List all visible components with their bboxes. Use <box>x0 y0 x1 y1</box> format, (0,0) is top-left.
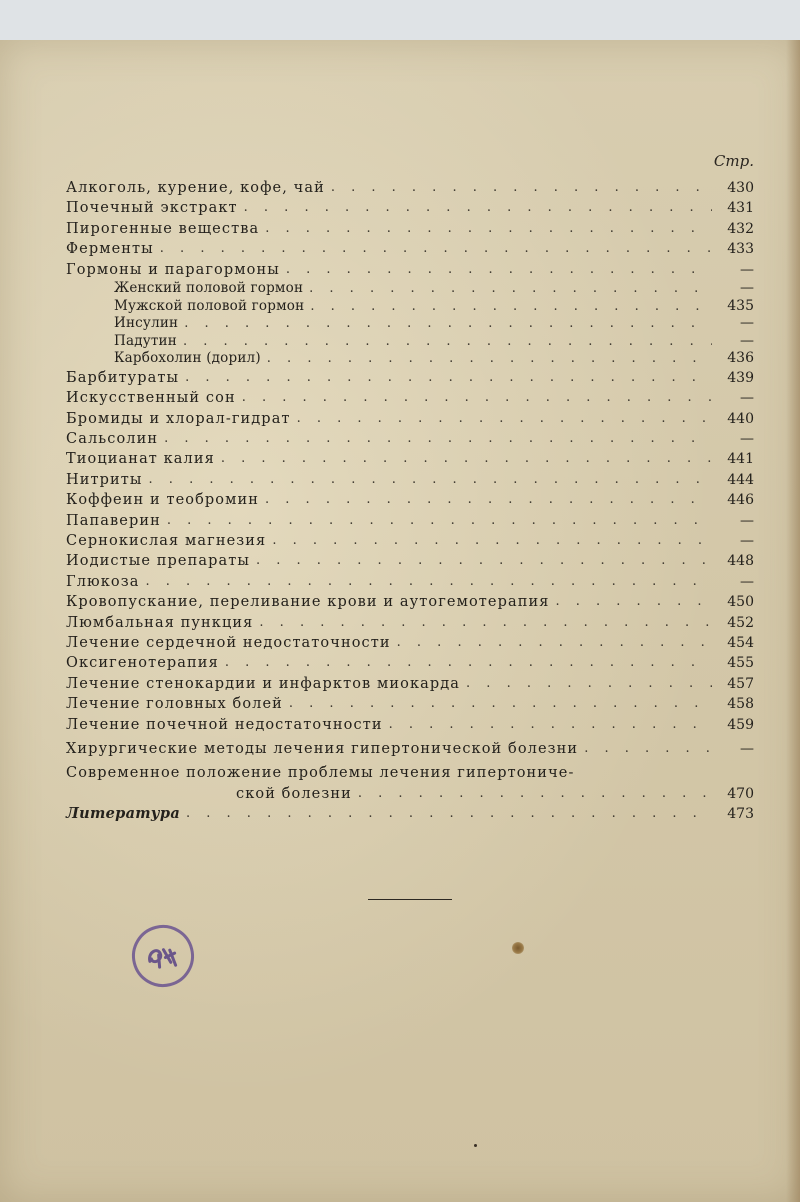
dot-leader <box>164 429 712 449</box>
toc-title: Алкоголь, курение, кофе, чай <box>66 179 325 196</box>
toc-page-number: 458 <box>727 696 754 713</box>
toc-page-number: 473 <box>727 806 754 823</box>
toc-entry <box>66 260 754 280</box>
toc-entry <box>66 715 754 735</box>
toc-subentry <box>66 350 754 368</box>
dot-leader <box>358 784 712 804</box>
toc-title: Почечный экстракт <box>66 200 238 217</box>
dot-leader <box>244 198 712 218</box>
toc-title: Иодистые препараты <box>66 553 250 570</box>
toc-title: Кровопускание, переливание крови и аутогемотерапия <box>66 594 550 611</box>
toc-entry <box>66 653 754 673</box>
toc-entry <box>66 572 754 592</box>
toc-entry <box>66 739 754 759</box>
dot-leader <box>466 674 712 694</box>
toc-title: Глюкоза <box>66 573 140 590</box>
toc-subentry <box>66 333 754 351</box>
toc-page-number: — <box>740 332 754 349</box>
toc-title: Барбитураты <box>66 369 180 386</box>
toc-title: Лечение стенокардии и инфарктов миокарда <box>66 675 461 692</box>
dot-leader <box>221 449 712 469</box>
toc-page-number: 470 <box>727 785 754 802</box>
toc-page-number: 444 <box>727 471 754 488</box>
toc-page-number: — <box>740 315 754 332</box>
toc-entry <box>66 694 754 714</box>
toc-title: Люмбальная пункция <box>66 614 254 631</box>
toc-entry <box>66 511 754 531</box>
toc-title: Оксигенотерапия <box>66 655 219 672</box>
toc-subentry <box>66 315 754 333</box>
toc-entry <box>66 409 754 429</box>
paper-speck <box>474 1144 477 1147</box>
dot-leader <box>556 592 713 612</box>
toc-entry <box>66 239 754 259</box>
dot-leader <box>167 511 712 531</box>
toc-page-number: 440 <box>727 410 754 427</box>
dot-leader <box>265 490 712 510</box>
toc-title: Ферменты <box>66 241 154 258</box>
dot-leader <box>272 531 712 551</box>
toc-page-number: 454 <box>727 634 754 651</box>
dot-leader <box>397 633 712 653</box>
dot-leader <box>389 715 712 735</box>
book-page <box>0 40 800 1202</box>
toc-title: Сернокислая магнезия <box>66 533 267 550</box>
toc-title-line1: Современное положение проблемы лечения гипертониче- <box>66 765 575 782</box>
toc-page-number: — <box>740 740 754 757</box>
toc-page-number: 452 <box>727 614 754 631</box>
toc-title: Искусственный сон <box>66 390 236 407</box>
toc-title: Гормоны и парагормоны <box>66 261 280 278</box>
toc-title: Коффеин и теобромин <box>66 492 260 509</box>
toc-title: Папаверин <box>66 512 161 529</box>
dot-leader <box>309 280 712 298</box>
dot-leader <box>265 219 712 239</box>
dot-leader <box>297 409 712 429</box>
dot-leader <box>256 551 712 571</box>
toc-page-number: 450 <box>727 594 754 611</box>
toc-title: Нитриты <box>66 471 143 488</box>
toc-page-number: 448 <box>727 553 754 570</box>
toc-entry <box>66 198 754 218</box>
toc-page-number: — <box>740 512 754 529</box>
toc-page-number: 455 <box>727 655 754 672</box>
toc-page-number: 430 <box>727 179 754 196</box>
toc-page-number: 432 <box>727 220 754 237</box>
dot-leader <box>149 470 712 490</box>
toc-page-number: — <box>740 261 754 278</box>
toc-title: Лечение сердечной недостаточности <box>66 634 391 651</box>
toc-title: Тиоцианат калия <box>66 451 215 468</box>
page-column-header: Стр. <box>713 152 754 170</box>
toc-title: Сальсолин <box>66 431 159 448</box>
dot-leader <box>185 368 712 388</box>
toc-entry-multiline <box>66 763 754 804</box>
dot-leader <box>286 260 712 280</box>
section-divider <box>368 899 452 900</box>
toc-page-number: 436 <box>727 350 754 367</box>
toc-entry <box>66 613 754 633</box>
toc-entry <box>66 633 754 653</box>
dot-leader <box>289 694 712 714</box>
dot-leader <box>259 613 712 633</box>
toc-title: Женский половой гормон <box>114 279 304 296</box>
toc-entry <box>66 531 754 551</box>
dot-leader <box>184 315 712 333</box>
toc-entry <box>66 368 754 388</box>
dot-leader <box>160 239 712 259</box>
toc-entry <box>66 490 754 510</box>
toc-entry <box>66 470 754 490</box>
library-stamp <box>125 918 200 993</box>
toc-title: Литература <box>66 805 181 823</box>
table-of-contents <box>66 178 754 825</box>
toc-page-number: — <box>740 431 754 448</box>
toc-page-number: 459 <box>727 716 754 733</box>
dot-leader <box>186 804 712 824</box>
toc-page-number: — <box>740 573 754 590</box>
toc-entry <box>66 429 754 449</box>
toc-page-number: — <box>740 533 754 550</box>
dot-leader <box>331 178 712 198</box>
toc-entry <box>66 219 754 239</box>
toc-entry <box>66 592 754 612</box>
toc-title: Карбохолин (дорил) <box>114 350 261 367</box>
toc-page-number: 457 <box>727 675 754 692</box>
paper-stain <box>512 942 524 954</box>
page-edge-shadow <box>786 40 800 1202</box>
toc-entry <box>66 388 754 408</box>
toc-title: Мужской половой гормон <box>114 297 305 314</box>
toc-page-number: — <box>740 279 754 296</box>
stamp-mark-icon <box>129 922 197 990</box>
toc-title: Инсулин <box>114 315 179 332</box>
toc-title: Пирогенные вещества <box>66 220 260 237</box>
toc-page-number: — <box>740 390 754 407</box>
toc-title: Бромиды и хлорал-гидрат <box>66 410 291 427</box>
dot-leader <box>584 739 712 759</box>
dot-leader <box>225 653 712 673</box>
toc-subentry <box>66 298 754 316</box>
toc-page-number: 441 <box>727 451 754 468</box>
dot-leader <box>267 350 712 368</box>
toc-title-line2: ской болезни <box>236 785 352 802</box>
dot-leader <box>310 298 712 316</box>
toc-page-number: 446 <box>727 492 754 509</box>
toc-page-number: 435 <box>727 297 754 314</box>
toc-entry <box>66 178 754 198</box>
dot-leader <box>145 572 712 592</box>
toc-entry <box>66 449 754 469</box>
toc-title-line2-row <box>66 784 754 804</box>
toc-title: Лечение почечной недостаточности <box>66 716 383 733</box>
toc-page-number: 433 <box>727 241 754 258</box>
toc-entry <box>66 674 754 694</box>
toc-subentry <box>66 280 754 298</box>
toc-entry <box>66 551 754 571</box>
toc-entry <box>66 804 754 824</box>
toc-title: Хирургические методы лечения гипертонической болезни <box>66 740 579 757</box>
dot-leader <box>183 333 712 351</box>
dot-leader <box>242 388 712 408</box>
toc-title: Падутин <box>114 332 177 349</box>
toc-page-number: 439 <box>727 369 754 386</box>
toc-page-number: 431 <box>727 200 754 217</box>
toc-title: Лечение головных болей <box>66 696 283 713</box>
